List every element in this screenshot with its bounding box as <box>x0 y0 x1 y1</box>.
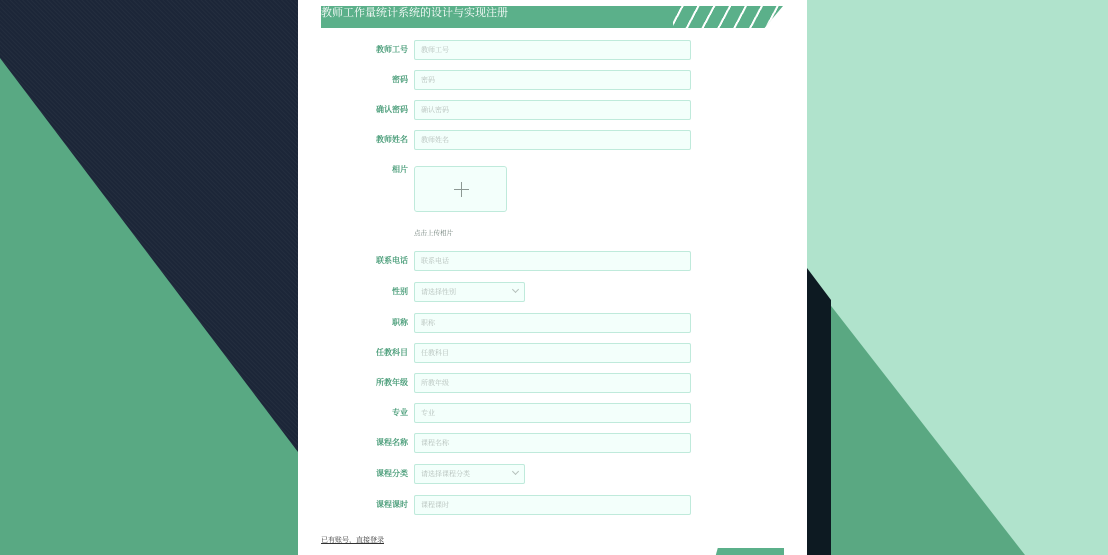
field-label: 性别 <box>392 287 408 296</box>
subject-input[interactable]: 任教科目 <box>414 343 691 363</box>
photo-upload-button[interactable] <box>414 166 507 212</box>
page-title: 教师工作量统计系统的设计与实现注册 <box>321 6 508 19</box>
field-label: 教师工号 <box>376 45 408 54</box>
field-label: 相片 <box>392 165 408 174</box>
field-label: 联系电话 <box>376 256 408 265</box>
field-row-course-category <box>298 464 807 484</box>
field-row-confirm-password <box>298 100 807 120</box>
title-stripes <box>673 6 783 28</box>
field-label: 教师姓名 <box>376 135 408 144</box>
field-row-title <box>298 313 807 333</box>
register-panel <box>298 0 807 555</box>
register-button[interactable] <box>715 548 784 555</box>
background-right <box>807 0 1108 555</box>
field-label: 所教年级 <box>376 378 408 387</box>
field-row-teacher-id <box>298 40 807 60</box>
field-row-major <box>298 403 807 423</box>
chevron-down-icon <box>512 286 519 293</box>
field-label: 任教科目 <box>376 348 408 357</box>
photo-upload-hint: 点击上传相片 <box>414 229 453 237</box>
grade-input[interactable]: 所教年级 <box>414 373 691 393</box>
field-row-password <box>298 70 807 90</box>
field-row-subject <box>298 343 807 363</box>
password-input[interactable]: 密码 <box>414 70 691 90</box>
field-label: 课程课时 <box>376 500 408 509</box>
field-label: 课程分类 <box>376 469 408 478</box>
course-hours-input[interactable]: 课程课时 <box>414 495 691 515</box>
field-row-course-hours <box>298 495 807 515</box>
course-category-select[interactable] <box>414 464 525 484</box>
field-label: 密码 <box>392 75 408 84</box>
field-label: 课程名称 <box>376 438 408 447</box>
login-link[interactable]: 已有账号，直接登录 <box>321 536 384 544</box>
background-dark-panel <box>0 0 298 555</box>
field-label: 确认密码 <box>376 105 408 114</box>
confirm-password-input[interactable]: 确认密码 <box>414 100 691 120</box>
field-label: 专业 <box>392 408 408 417</box>
background-left <box>0 0 298 555</box>
job-title-input[interactable]: 职称 <box>414 313 691 333</box>
field-row-course-name <box>298 433 807 453</box>
field-row-grade <box>298 373 807 393</box>
gender-select[interactable] <box>414 282 525 302</box>
background-green-triangle <box>807 0 1108 555</box>
field-label: 职称 <box>392 318 408 327</box>
course-name-input[interactable]: 课程名称 <box>414 433 691 453</box>
chevron-down-icon <box>512 468 519 475</box>
major-input[interactable]: 专业 <box>414 403 691 423</box>
course-category-placeholder: 请选择课程分类 <box>421 470 470 478</box>
field-row-gender <box>298 282 807 302</box>
gender-select-placeholder: 请选择性别 <box>421 288 456 296</box>
field-row-teacher-name <box>298 130 807 150</box>
teacher-id-input[interactable]: 教师工号 <box>414 40 691 60</box>
phone-input[interactable]: 联系电话 <box>414 251 691 271</box>
plus-icon-vertical <box>461 182 462 197</box>
teacher-name-input[interactable]: 教师姓名 <box>414 130 691 150</box>
field-row-phone <box>298 251 807 271</box>
field-row-photo <box>298 160 807 180</box>
